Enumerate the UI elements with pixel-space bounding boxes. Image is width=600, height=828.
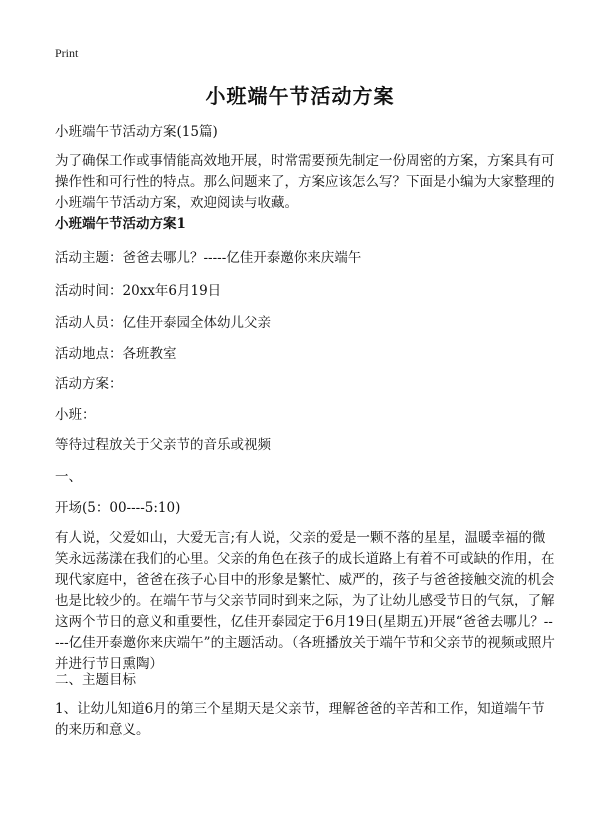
body-paragraph: 有人说，父爱如山，大爱无言;有人说，父亲的爱是一颗不落的星星，温暖幸福的微笑永远荡漾在我们的心里。父亲的角色在孩子的成长道路上有着不可或缺的作用，在现代家庭中，爸爸在孩子心目中的形象是繁忙、威严的，孩子与爸爸接触交流的机会也是比较少的。在端午节与父亲节同时到来之际，为了让幼儿感受节日的气氛，了解这两个节日的意义和重要性，亿佳开泰园定于6月19日(星期五)开展“爸爸去哪儿？-----亿佳开泰邀你来庆端午”的主题活动。（各班播放关于端午节和父亲节的视频或照片并进行节日熏陶） bbox=[55, 530, 555, 672]
goal-one: 1、让幼儿知道6月的第三个星期天是父亲节，理解爸爸的辛苦和工作，知道端午节的来历和意义。 bbox=[55, 701, 545, 738]
part-two-label: 二、主题目标 bbox=[55, 672, 136, 688]
section-heading: 小班端午节活动方案1 bbox=[55, 216, 186, 232]
document-subtitle: 小班端午节活动方案(15篇) bbox=[55, 124, 218, 140]
activity-plan: 活动方案： bbox=[55, 376, 123, 392]
print-label: Print bbox=[55, 46, 79, 60]
activity-time: 活动时间：20xx年6月19日 bbox=[55, 283, 222, 299]
activity-theme: 活动主题：爸爸去哪儿？-----亿佳开泰邀你来庆端午 bbox=[55, 250, 362, 266]
part-one-label: 一、 bbox=[55, 469, 82, 485]
activity-place: 活动地点：各班教室 bbox=[55, 346, 177, 362]
class-label: 小班： bbox=[55, 407, 96, 423]
opening-text: 开场(5：00----5:10) bbox=[55, 500, 181, 516]
waiting-text: 等待过程放关于父亲节的音乐或视频 bbox=[55, 437, 271, 453]
intro-paragraph: 为了确保工作或事情能高效地开展，时常需要预先制定一份周密的方案，方案具有可操作性和可行性的特点。那么问题来了，方案应该怎么写？下面是小编为大家整理的小班端午节活动方案，欢迎阅读与收藏。 bbox=[55, 153, 555, 211]
page-title: 小班端午节活动方案 bbox=[205, 84, 395, 108]
activity-people: 活动人员：亿佳开泰园全体幼儿父亲 bbox=[55, 315, 271, 331]
